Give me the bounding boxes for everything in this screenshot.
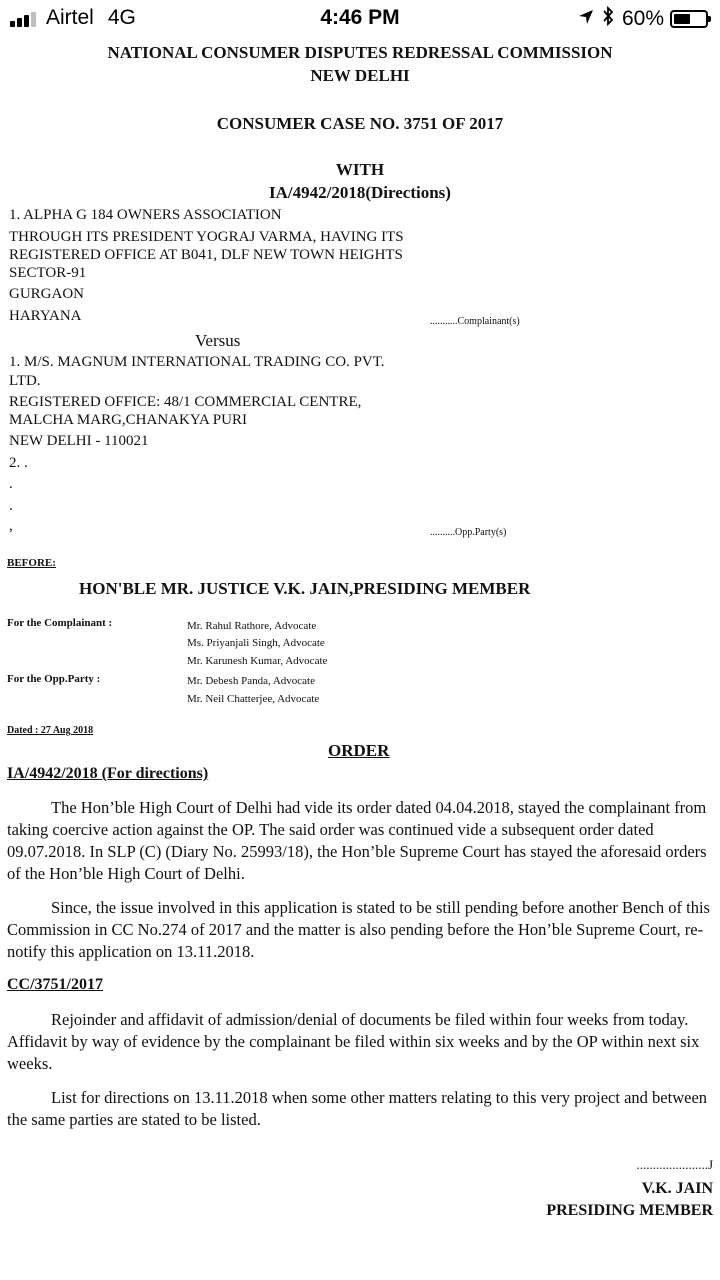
opp-party-line: .: [9, 498, 13, 514]
opp-party-line: 1. M/S. MAGNUM INTERNATIONAL TRADING CO. PVT.: [9, 354, 385, 370]
advocate-name: Ms. Priyanjali Singh, Advocate: [187, 637, 325, 649]
order-date: Dated : 27 Aug 2018: [7, 725, 94, 736]
order-heading-cc: CC/3751/2017: [7, 976, 103, 993]
opp-party-line: 2. .: [9, 455, 28, 471]
bench-name: HON'BLE MR. JUSTICE V.K. JAIN,PRESIDING MEMBER: [79, 579, 531, 598]
order-heading-ia: IA/4942/2018 (For directions): [7, 765, 209, 782]
opp-party-line: MALCHA MARG,CHANAKYA PURI: [9, 412, 247, 428]
order-paragraph: The Hon’ble High Court of Delhi had vide its order dated 04.04.2018, stayed the complainant from taking coercive action against the OP. The said order was continued vide a subsequent order dated 09.07.2018. In SLP (C) (Diary No. 25993/18), the Hon’ble Supreme Court has stayed the aforesaid orders of the Hon’ble High Court of Delhi.: [7, 798, 707, 883]
opp-party-line: ,: [9, 518, 13, 534]
ia-number: IA/4942/2018(Directions): [269, 183, 451, 202]
order-paragraph: Rejoinder and affidavit of admission/denial of documents be filed within four weeks from today. Affidavit by way of evidence by the complainant be filed within six weeks and by the OP within next six weeks.: [7, 1010, 700, 1073]
complainant-line: 1. ALPHA G 184 OWNERS ASSOCIATION: [9, 207, 282, 223]
battery-icon: [670, 10, 708, 28]
complainant-role: ...........Complainant(s): [430, 316, 520, 327]
with-label: WITH: [335, 160, 385, 179]
commission-location: NEW DELHI: [310, 66, 410, 85]
battery-percent: 60%: [621, 7, 664, 30]
case-number: CONSUMER CASE NO. 3751 OF 2017: [216, 114, 504, 133]
opp-counsel-label: For the Opp.Party :: [7, 673, 101, 685]
complainant-line: REGISTERED OFFICE AT B041, DLF NEW TOWN HEIGHTS: [9, 247, 403, 263]
versus-label: Versus: [195, 331, 241, 350]
complainant-line: HARYANA: [9, 308, 82, 324]
opp-party-role: ..........Opp.Party(s): [430, 527, 507, 538]
bluetooth-icon: [602, 6, 614, 32]
network-label: 4G: [107, 6, 136, 29]
clock: 4:46 PM: [320, 6, 400, 29]
advocate-name: Mr. Rahul Rathore, Advocate: [187, 620, 317, 632]
complainant-line: THROUGH ITS PRESIDENT YOGRAJ VARMA, HAVING ITS: [9, 229, 404, 245]
order-paragraph: Since, the issue involved in this application is stated to be still pending before another Bench of this Commission in CC No.274 of 2017 and the matter is also pending before the Hon’ble Supreme Court, re-notify this application on 13.11.2018.: [7, 898, 710, 961]
signature-dots: ......................J: [636, 1157, 713, 1172]
complainant-line: GURGAON: [9, 286, 84, 302]
location-arrow-icon: [578, 7, 594, 31]
complainant-line: SECTOR-91: [9, 265, 87, 281]
order-title: ORDER: [328, 741, 390, 760]
status-right: [578, 6, 708, 32]
opp-party-line: REGISTERED OFFICE: 48/1 COMMERCIAL CENTRE,: [9, 394, 362, 410]
opp-party-line: NEW DELHI - 110021: [9, 433, 149, 449]
signatory-title: PRESIDING MEMBER: [546, 1202, 713, 1219]
before-label: BEFORE:: [7, 557, 56, 569]
order-paragraph: List for directions on 13.11.2018 when some other matters relating to this very project and between the same parties are stated to be listed.: [7, 1088, 708, 1129]
complainant-counsel-label: For the Complainant :: [7, 617, 113, 629]
advocate-name: Mr. Karunesh Kumar, Advocate: [187, 655, 328, 667]
opp-party-line: .: [9, 476, 13, 492]
advocate-name: Mr. Debesh Panda, Advocate: [187, 675, 315, 687]
commission-title: NATIONAL CONSUMER DISPUTES REDRESSAL COMMISSION: [107, 43, 613, 62]
opp-party-line: LTD.: [9, 373, 41, 389]
status-bar: [0, 0, 720, 36]
carrier-label: Airtel: [46, 6, 94, 29]
signatory-name: V.K. JAIN: [641, 1180, 713, 1197]
advocate-name: Mr. Neil Chatterjee, Advocate: [187, 693, 320, 705]
